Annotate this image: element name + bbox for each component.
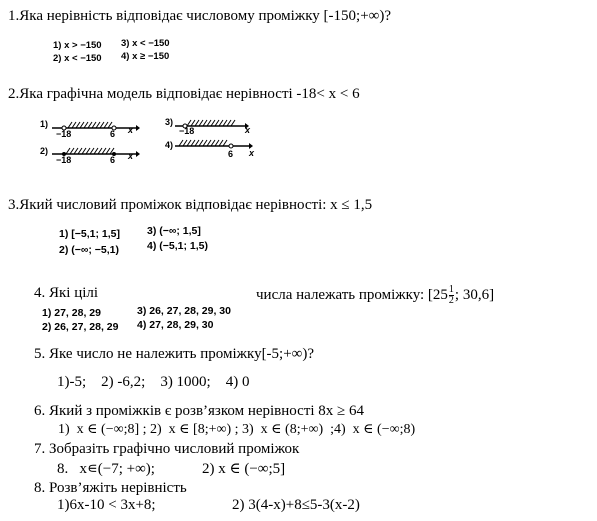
q1-option-1: 1) x > −150 [53, 40, 102, 51]
q4-option-2: 2) 26, 27, 28, 29 [42, 321, 119, 333]
q4-text-a: 4. Які цілі [34, 285, 99, 301]
graph-2-svg [40, 142, 140, 166]
number-line-option-2 [40, 142, 140, 166]
q1-option-2: 2) x < −150 [53, 53, 102, 64]
q6-text: 6. Який з проміжків є розв’язком нерівності 8x ≥ 64 [34, 403, 365, 419]
number-line-option-3 [165, 115, 265, 139]
graph-2-label: 2) [40, 146, 49, 156]
q8-item-1: 1)6x-10 < 3x+8; [57, 497, 156, 513]
q5-text: 5. Яке число не належить проміжку[-5;+∞)? [34, 346, 315, 362]
graph-1-left-tick: −18 [56, 129, 72, 139]
graph-1-axis: x [128, 125, 134, 135]
q1-option-4: 4) x ≥ −150 [121, 51, 170, 62]
q4-text-c: ; 30,6] [454, 286, 495, 303]
q6-answers: 1) x ∈ (−∞;8] ; 2) x ∈ [8;+∞) ; 3) x ∈ (8;+∞) ;4) x ∈ (−∞;8) [58, 422, 416, 437]
q3-option-1: 1) [−5,1; 1,5] [59, 228, 120, 240]
q2-text: 2.Яка графічна модель відповідає нерівності -18< x < 6 [8, 86, 360, 102]
graph-3-axis: x [245, 125, 251, 135]
graph-1-right-tick: 6 [110, 129, 116, 139]
q3-text: 3.Який числовий проміжок відповідає нерівності: x ≤ 1,5 [8, 197, 373, 213]
q3-option-4: 4) (−5,1; 1,5) [147, 240, 208, 252]
q4-option-4: 4) 27, 28, 29, 30 [137, 319, 214, 331]
graph-4-label: 4) [165, 140, 174, 150]
graph-2-axis: x [128, 151, 134, 161]
number-line-option-1 [40, 115, 140, 139]
q4-fraction [449, 285, 454, 306]
graph-2-left-tick: −18 [56, 155, 72, 165]
q4-option-3: 3) 26, 27, 28, 29, 30 [137, 305, 231, 317]
graph-2-right-tick: 6 [110, 155, 116, 165]
q4-option-1: 1) 27, 28, 29 [42, 307, 101, 319]
q4-frac-den: 2 [448, 295, 454, 306]
graph-1-label: 1) [40, 119, 49, 129]
q7-text: 7. Зобразіть графічно числовий проміжок [34, 441, 300, 457]
graph-3-left-tick: −18 [179, 126, 195, 136]
graph-4-right-tick: 6 [228, 149, 234, 159]
graph-1-svg [40, 115, 140, 139]
graph-4-axis: x [249, 148, 255, 158]
q1-option-3: 3) x < −150 [121, 38, 170, 49]
q5-answers: 1)-5; 2) -6,2; 3) 1000; 4) 0 [57, 374, 250, 390]
q7-item-1: 8. x∊(−7; +∞); [57, 461, 155, 477]
q7-item-2: 2) x ∈ (−∞;5] [202, 461, 286, 477]
q8-item-2: 2) 3(4-x)+8≤5-3(x-2) [232, 497, 360, 513]
graph-3-label: 3) [165, 117, 174, 127]
q1-text: 1.Яка нерівність відповідає числовому проміжку [-150;+∞)? [8, 8, 391, 24]
q4-text-b [256, 285, 494, 306]
q4-text-b-part: числа належать проміжку: [25 [256, 286, 448, 303]
q3-option-3: 3) (−∞; 1,5] [147, 225, 201, 237]
number-line-option-4 [165, 138, 265, 162]
q4-frac-num: 1 [448, 284, 454, 295]
q8-text: 8. Розв’яжіть нерівність [34, 480, 187, 496]
q3-option-2: 2) (−∞; −5,1) [59, 244, 120, 256]
